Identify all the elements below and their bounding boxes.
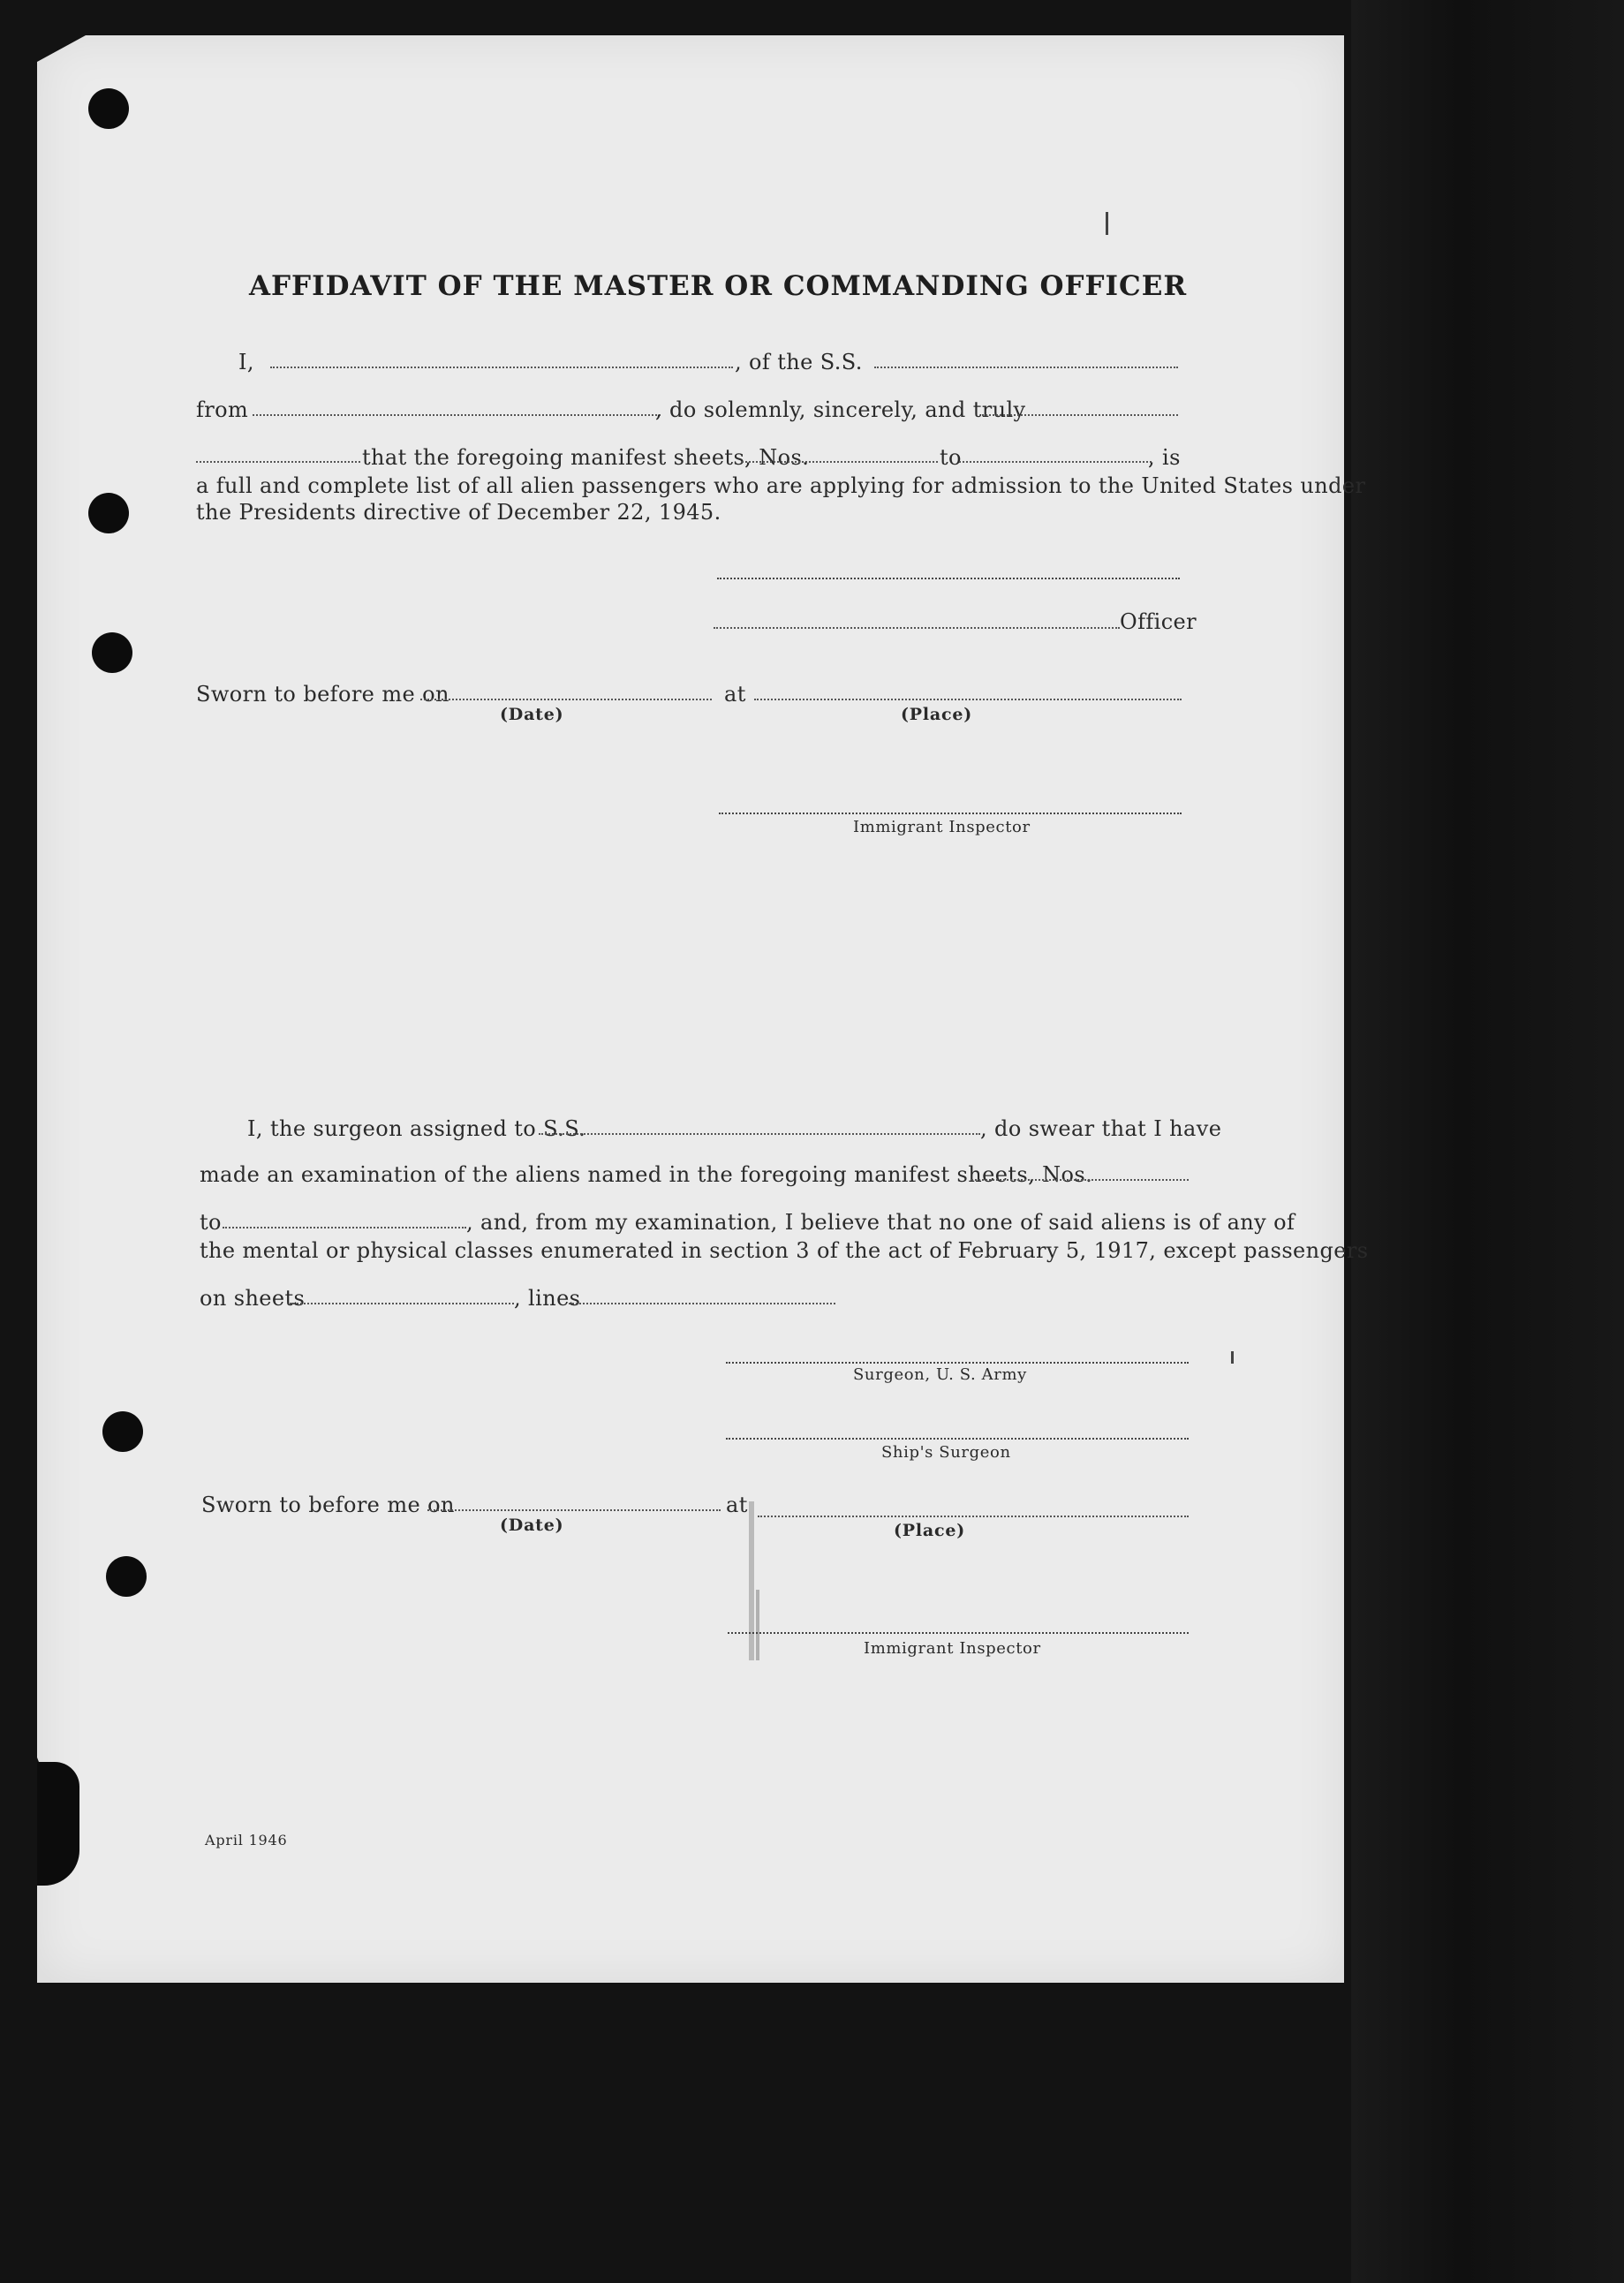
form-date: April 1946 [205,1832,288,1848]
truly-field[interactable] [982,414,1178,416]
surgeon-line2: made an examination of the aliens named in the foregoing manifest sheets, Nos. [200,1162,1093,1187]
inspector-signature-line[interactable] [719,813,1182,814]
at-label: at [724,682,746,707]
lines-label: , lines [514,1286,581,1311]
surgeon-ship-field[interactable] [539,1133,980,1135]
lines-field[interactable] [569,1303,835,1304]
surgeon-inspector-label: Immigrant Inspector [864,1639,1041,1658]
on-sheets-field[interactable] [290,1303,514,1304]
officer-signature-field[interactable] [714,627,1120,629]
scan-mark [1106,212,1108,235]
surgeon-inspector-signature-line[interactable] [728,1632,1189,1634]
punch-hole [102,1411,143,1452]
surgeon-sheets-to-field[interactable] [223,1227,466,1228]
sworn-label: Sworn to before me on [196,682,449,707]
torn-corner [37,1762,79,1886]
punch-hole [106,1556,147,1597]
punch-hole [92,632,132,673]
of-ss-label: , of the S.S. [735,350,863,374]
background [1351,0,1624,2283]
on-sheets-label: on sheets [200,1286,306,1311]
is-label: , is [1148,445,1181,470]
surgeon-date-caption: (Date) [500,1516,564,1535]
scan-mark [1231,1351,1234,1364]
surgeon-sworn-label: Sworn to before me on [201,1493,455,1517]
ship-surgeon-label: Ship's Surgeon [881,1443,1011,1462]
ship-name-field[interactable] [874,367,1178,368]
surgeon-sworn-date-field[interactable] [427,1509,721,1511]
ink-streak [756,1590,759,1660]
punch-hole [88,493,129,533]
sheets-to-field[interactable] [959,461,1152,463]
surgeon-place-caption: (Place) [894,1521,966,1540]
army-surgeon-signature-line[interactable] [726,1362,1189,1364]
punch-hole [88,88,129,129]
ink-streak [749,1501,754,1660]
army-surgeon-label: Surgeon, U. S. Army [853,1365,1027,1384]
solemnly-label: , do solemnly, sincerely, and truly [655,397,1026,422]
sheets-from-field[interactable] [742,461,938,463]
surgeon-line3-rest: , and, from my examination, I believe that no one of said aliens is of any of [466,1210,1295,1235]
master-text-line4: a full and complete list of all alien passengers who are applying for admission to the United States under [196,473,1366,498]
surgeon-sheets-from-field[interactable] [971,1179,1189,1181]
document-title: AFFIDAVIT OF THE MASTER OR COMMANDING OFFICER [249,270,1188,302]
sworn-place-field[interactable] [754,699,1182,700]
surgeon-to-label: to [200,1210,222,1235]
surgeon-line1-end: , do swear that I have [980,1116,1222,1141]
document-page [37,35,1344,1983]
master-i-label: I, [238,350,254,374]
surgeon-sworn-place-field[interactable] [758,1516,1189,1517]
manifest-sheets-label: that the foregoing manifest sheets, Nos. [362,445,810,470]
inspector-label: Immigrant Inspector [853,818,1031,836]
officer-label: Officer [1120,609,1197,634]
master-text-line5: the Presidents directive of December 22, 1945. [196,500,721,525]
from-port-field[interactable] [253,414,661,416]
ship-surgeon-signature-line[interactable] [726,1438,1189,1440]
surgeon-line1-start: I, the surgeon assigned to S.S. [247,1116,586,1141]
date-caption: (Date) [500,705,564,724]
surgeon-line4: the mental or physical classes enumerated in section 3 of the act of February 5, 1917, except passengers [200,1238,1369,1263]
place-caption: (Place) [901,705,973,724]
master-signature-line[interactable] [717,578,1180,579]
master-name-field[interactable] [270,367,733,368]
to-label: to [940,445,962,470]
sworn-date-field[interactable] [420,699,712,700]
declare-field[interactable] [196,461,360,463]
surgeon-at-label: at [726,1493,748,1517]
from-label: from [196,397,249,422]
